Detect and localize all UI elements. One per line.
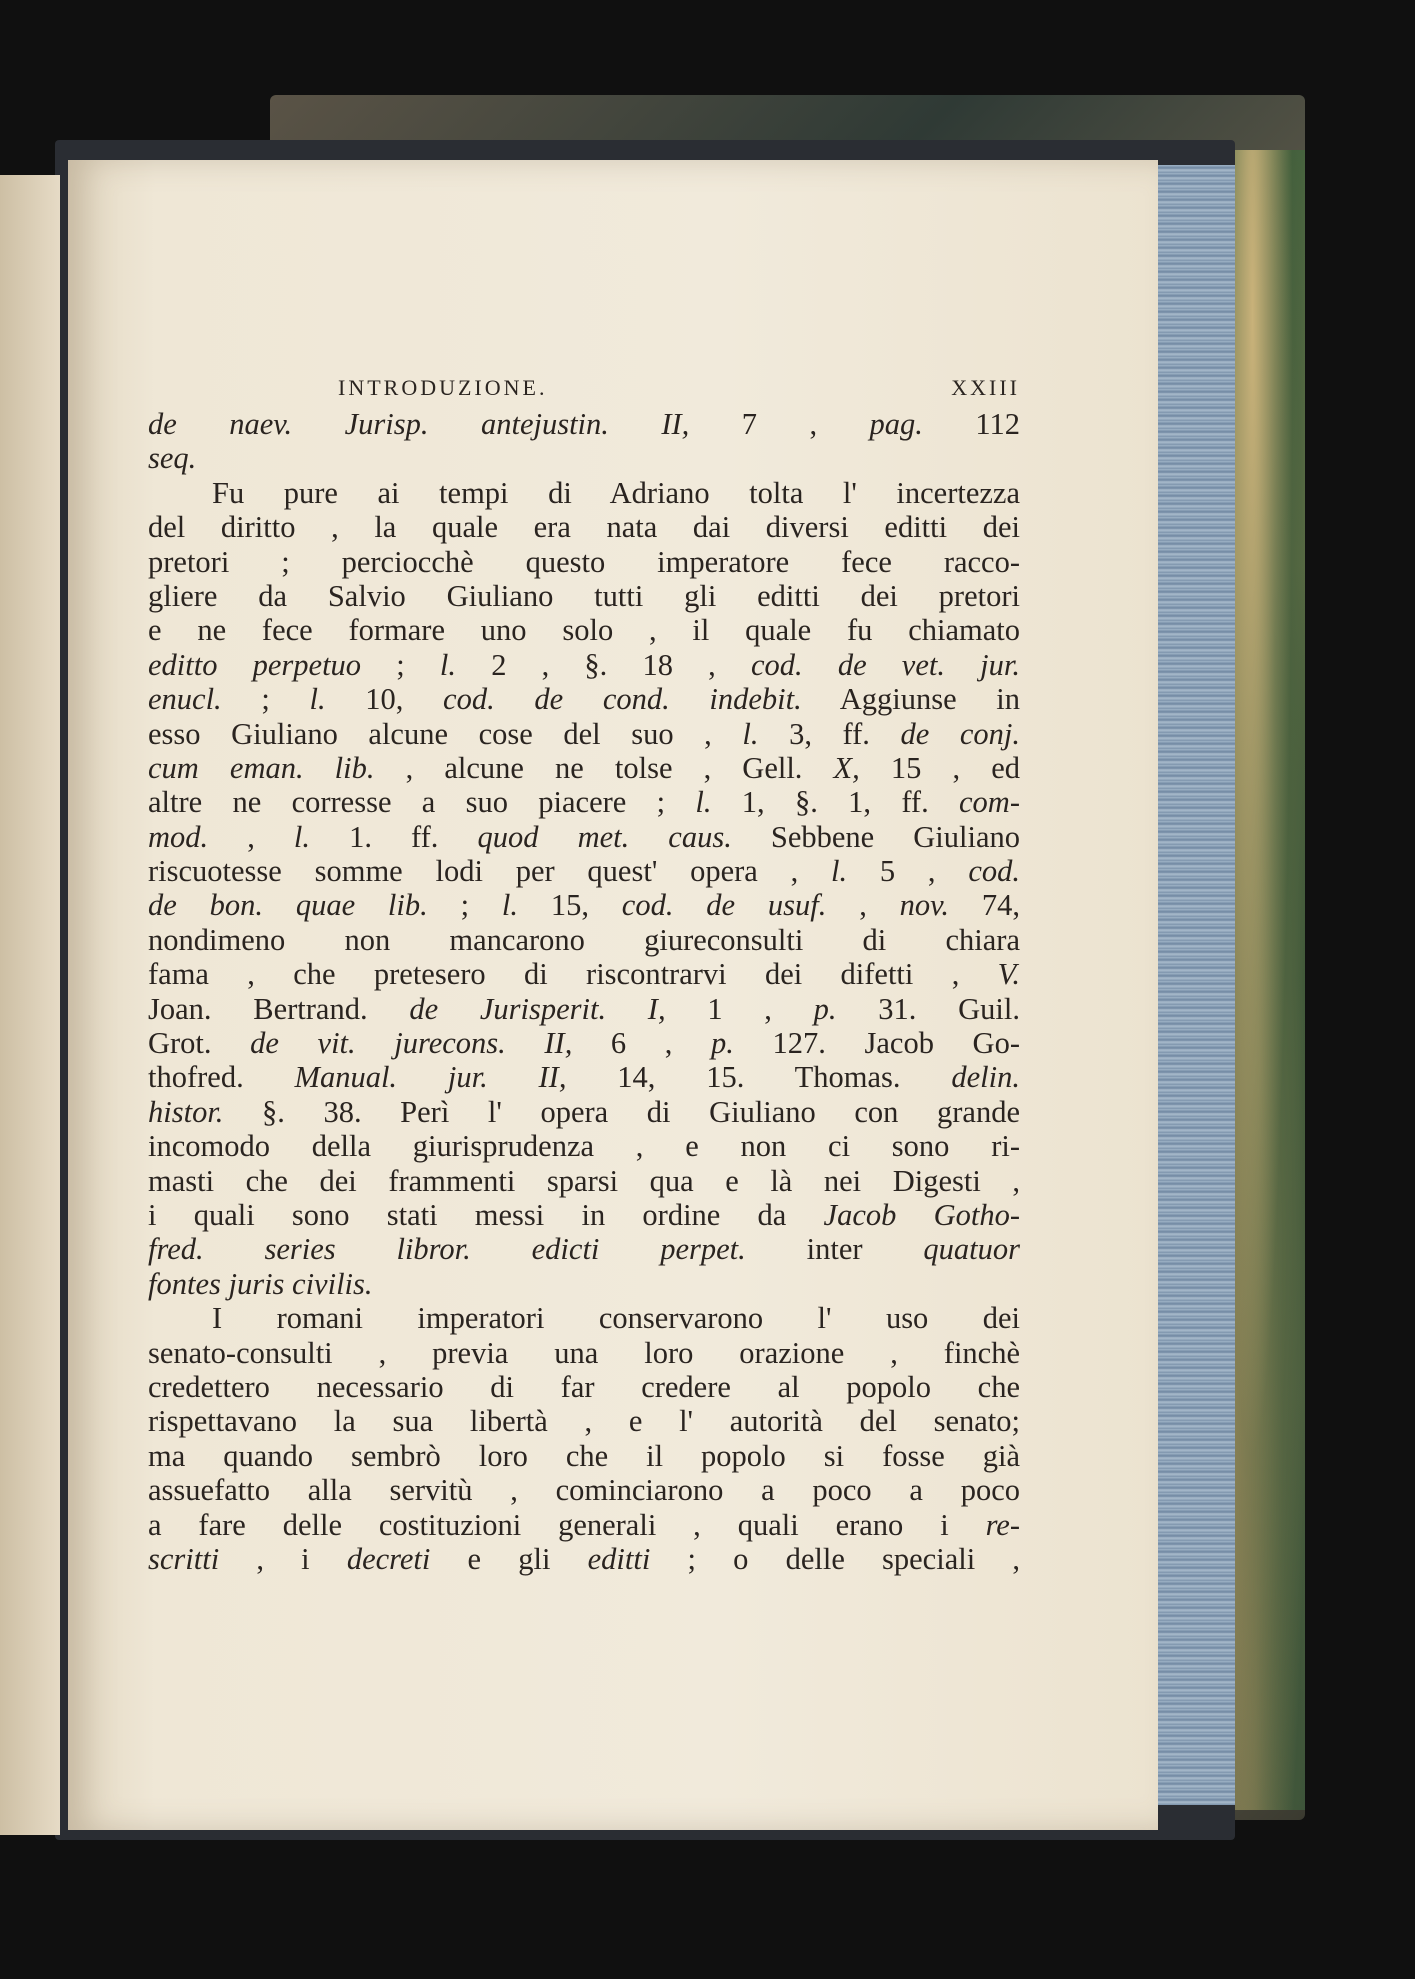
text-segment: masti che dei frammenti sparsi qua e là nei Digesti ,: [148, 1163, 1020, 1198]
text-segment: 127. Jacob Go-: [733, 1026, 1020, 1061]
text-line: [148, 476, 1020, 510]
text-segment: i quali sono stati messi in ordine da: [148, 1197, 824, 1232]
text-segment: histor.: [148, 1094, 224, 1129]
text-segment: fred. series libror. edicti perpet.: [148, 1232, 746, 1267]
text-line: [148, 923, 1020, 957]
text-segment: ,: [208, 819, 294, 854]
text-segment: , i: [219, 1541, 347, 1576]
text-segment: ; o delle speciali ,: [650, 1541, 1020, 1576]
text-segment: 10,: [325, 682, 444, 717]
running-head: INTRODUZIONE.: [338, 375, 548, 400]
text-segment: e gli: [430, 1541, 588, 1576]
text-segment: ma quando sembrò loro che il popolo si fosse già: [148, 1438, 1020, 1473]
text-segment: X,: [833, 750, 860, 785]
text-line: [148, 1542, 1020, 1576]
text-segment: 1 ,: [665, 991, 814, 1026]
text-segment: ,: [826, 888, 900, 923]
text-segment: l.: [501, 888, 519, 923]
text-line: [148, 613, 1020, 647]
text-line: [148, 1336, 1020, 1370]
text-segment: 1, §. 1, ff.: [711, 785, 960, 820]
text-segment: editti: [587, 1541, 651, 1576]
text-segment: a fare delle costituzioni generali , quali erano i: [148, 1507, 986, 1542]
text-segment: mod.: [148, 819, 209, 854]
text-segment: §. 38. Perì l' opera di Giuliano con grande: [223, 1094, 1020, 1129]
text-line: [148, 682, 1020, 716]
text-line: [148, 1164, 1020, 1198]
text-segment: 112: [922, 407, 1020, 441]
text-segment: 2 , §. 18 ,: [456, 647, 751, 682]
text-segment: fontes juris civilis.: [148, 1266, 373, 1301]
text-segment: 74,: [949, 888, 1021, 923]
text-segment: l.: [309, 682, 326, 717]
text-line: [148, 1404, 1020, 1438]
text-segment: de Jurisperit. I,: [409, 991, 666, 1026]
text-line: [148, 1301, 1020, 1335]
text-segment: editto perpetuo: [148, 647, 362, 682]
text-line: [148, 820, 1020, 854]
text-segment: thofred.: [148, 1060, 295, 1095]
text-line: [148, 648, 1020, 682]
text-segment: gliere da Salvio Giuliano tutti gli editti dei pretori: [148, 578, 1020, 613]
text-segment: 14, 15. Thomas.: [566, 1060, 952, 1095]
text-segment: , alcune ne tolse , Gell.: [374, 750, 834, 785]
text-segment: p.: [813, 991, 837, 1026]
text-segment: 5 ,: [847, 854, 969, 889]
text-segment: 15 , ed: [859, 750, 1020, 785]
text-block: [148, 375, 1020, 1576]
text-line: [148, 1508, 1020, 1542]
text-segment: I romani imperatori conservarono l' uso dei: [212, 1301, 1020, 1336]
text-segment: de bon. quae lib.: [148, 888, 428, 923]
text-segment: quod met. caus.: [477, 819, 732, 854]
text-segment: Manual. jur. II,: [294, 1060, 567, 1095]
text-line: [148, 545, 1020, 579]
text-segment: de naev. Jurisp. antejustin. II,: [148, 407, 690, 441]
text-segment: l.: [695, 785, 712, 820]
text-line: [148, 992, 1020, 1026]
text-line: [148, 751, 1020, 785]
text-segment: ;: [221, 682, 310, 717]
text-line: [148, 888, 1020, 922]
text-segment: altre ne corresse a suo piacere ;: [148, 785, 696, 820]
text-line: [148, 1370, 1020, 1404]
text-segment: assuefatto alla servitù , cominciarono a poco a poco: [148, 1473, 1020, 1508]
text-segment: inter: [745, 1232, 924, 1267]
text-segment: Fu pure ai tempi di Adriano tolta l' incertezza: [212, 475, 1020, 510]
text-segment: l.: [831, 854, 848, 889]
text-segment: 6 ,: [572, 1026, 712, 1061]
text-segment: decreti: [346, 1541, 431, 1576]
text-segment: com-: [959, 785, 1020, 820]
text-segment: Jacob Gotho-: [823, 1197, 1020, 1232]
text-segment: V.: [997, 957, 1020, 992]
text-line: [148, 1095, 1020, 1129]
text-segment: pag.: [869, 407, 923, 441]
text-line: [148, 1198, 1020, 1232]
text-segment: cod. de usuf.: [621, 888, 827, 923]
text-segment: cum eman. lib.: [148, 750, 375, 785]
text-line: [148, 1026, 1020, 1060]
text-line: [148, 1129, 1020, 1163]
text-line: [148, 785, 1020, 819]
text-line: [148, 441, 1020, 475]
text-line: [148, 1267, 1020, 1301]
text-segment: 15,: [518, 888, 622, 923]
text-segment: cod.: [968, 854, 1021, 889]
text-line: [148, 510, 1020, 544]
text-segment: ;: [361, 647, 440, 682]
marbled-edge: [1230, 150, 1305, 1810]
text-segment: Grot.: [148, 1026, 251, 1061]
text-line: [148, 579, 1020, 613]
text-line: [148, 407, 1020, 441]
text-segment: enucl.: [148, 682, 222, 717]
text-line: [148, 1232, 1020, 1266]
text-segment: quatuor: [923, 1232, 1020, 1267]
text-segment: l.: [439, 647, 457, 682]
text-segment: 1. ff.: [310, 819, 478, 854]
text-segment: 31. Guil.: [836, 991, 1020, 1026]
text-line: [148, 1060, 1020, 1094]
running-header: [338, 375, 1020, 407]
text-segment: 3, ff.: [758, 716, 901, 751]
book-page: [68, 160, 1158, 1830]
text-segment: incomodo della giurisprudenza , e non ci sono ri-: [148, 1129, 1020, 1164]
text-segment: l.: [742, 716, 759, 751]
text-segment: nondimeno non mancarono giureconsulti di chiara: [148, 922, 1020, 957]
text-segment: senato-consulti , previa una loro orazione , finchè: [148, 1335, 1020, 1370]
text-segment: l.: [293, 819, 311, 854]
left-page-fragment: [0, 175, 60, 1835]
text-segment: riscuotesse somme lodi per quest' opera ,: [148, 854, 832, 889]
text-line: [148, 1473, 1020, 1507]
text-segment: cod. de vet. jur.: [750, 647, 1020, 682]
text-segment: re-: [985, 1507, 1020, 1542]
text-segment: Aggiunse in: [801, 682, 1021, 717]
text-segment: de conj.: [900, 716, 1021, 751]
text-segment: Sebbene Giuliano: [731, 819, 1021, 854]
text-segment: 7 ,: [689, 407, 870, 441]
text-segment: scritti: [148, 1541, 220, 1576]
text-segment: credettero necessario di far credere al popolo che: [148, 1369, 1020, 1404]
body-text: [148, 407, 1020, 1576]
page-number: XXIII: [951, 375, 1020, 400]
text-segment: delin.: [951, 1060, 1020, 1095]
text-segment: e ne fece formare uno solo , il quale fu chiamato: [148, 613, 1020, 648]
text-segment: seq.: [148, 441, 197, 476]
text-segment: ;: [427, 888, 502, 923]
text-segment: pretori ; perciocchè questo imperatore fece racco-: [148, 544, 1020, 579]
text-segment: esso Giuliano alcune cose del suo ,: [148, 716, 743, 751]
text-line: [148, 717, 1020, 751]
text-segment: nov.: [899, 888, 950, 923]
text-line: [148, 1439, 1020, 1473]
text-segment: cod. de cond. indebit.: [443, 682, 802, 717]
text-segment: del diritto , la quale era nata dai diversi editti dei: [148, 510, 1020, 545]
text-segment: fama , che pretesero di riscontrarvi dei difetti ,: [148, 957, 998, 992]
text-segment: de vit. jurecons. II,: [250, 1026, 573, 1061]
text-line: [148, 854, 1020, 888]
text-line: [148, 957, 1020, 991]
text-segment: rispettavano la sua libertà , e l' autorità del senato;: [148, 1404, 1020, 1439]
text-segment: Joan. Bertrand.: [148, 991, 410, 1026]
text-segment: p.: [711, 1026, 734, 1061]
